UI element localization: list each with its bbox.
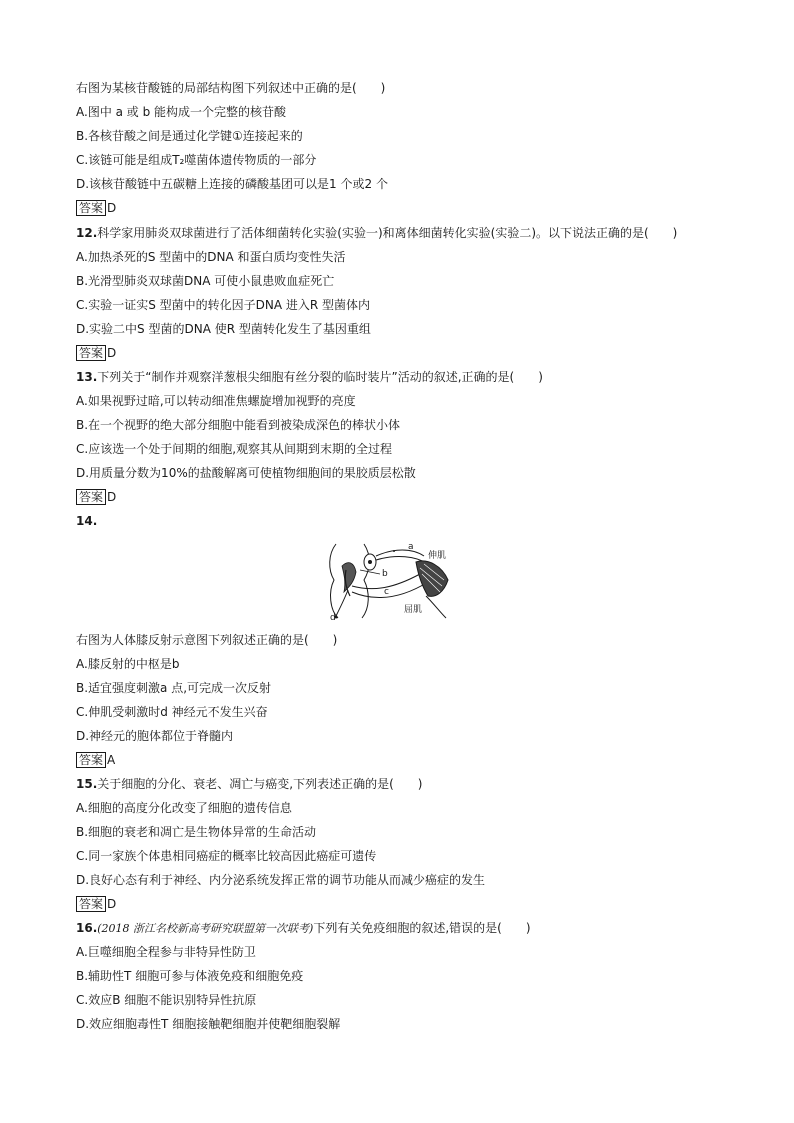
q14-stem: 右图为人体膝反射示意图下列叙述正确的是( ) (76, 633, 338, 647)
q13-stem-line (76, 369, 543, 385)
q16-stem-line (76, 920, 531, 937)
spinal-cord-outline (330, 544, 338, 618)
q15-option-c: C.同一家族个体患相同癌症的概率比较高因此癌症可遗传 (76, 849, 377, 863)
afferent-nerve (376, 550, 424, 556)
point-a-dot (393, 550, 395, 552)
label-a: a (408, 542, 414, 552)
ganglion-cell-body (368, 560, 372, 564)
label-c: c (384, 587, 389, 597)
q15-stem: 关于细胞的分化、衰老、凋亡与癌变,下列表述正确的是( ) (97, 777, 423, 791)
q12-stem: 科学家用肺炎双球菌进行了活体细菌转化实验(实验一)和离体细菌转化实验(实验二)。以下说法正确的是( ) (97, 226, 678, 240)
label-d: d (330, 613, 336, 622)
q11-stem: 右图为某核苷酸链的局部结构图下列叙述中正确的是( ) (76, 81, 386, 95)
q15-option-a: A.细胞的高度分化改变了细胞的遗传信息 (76, 801, 292, 815)
q15-number: 15. (76, 777, 98, 791)
q13-answer-value: D (107, 490, 117, 504)
answer-label-box: 答案 (76, 345, 106, 361)
flexor-muscle (426, 596, 446, 618)
label-extensor: 伸肌 (428, 551, 447, 561)
q11-answer (76, 200, 116, 216)
q13-option-a: A.如果视野过暗,可以转动细准焦螺旋增加视野的亮度 (76, 394, 356, 408)
efferent-nerve-flexor (352, 582, 428, 597)
q14-number (76, 513, 97, 529)
q13-number: 13. (76, 370, 98, 384)
q16-source: (2018 浙江名校新高考研究联盟第一次联考) (97, 922, 314, 935)
answer-label-box: 答案 (76, 752, 106, 768)
q13-answer (76, 489, 116, 505)
q11-option-c: C.该链可能是组成T₂噬菌体遗传物质的一部分 (76, 153, 317, 167)
answer-label-box: 答案 (76, 896, 106, 912)
answer-label-box: 答案 (76, 489, 106, 505)
label-flexor: 屈肌 (404, 605, 423, 615)
q14-option-b: B.适宜强度刺激a 点,可完成一次反射 (76, 681, 272, 695)
q14-number-text: 14. (76, 514, 98, 528)
q16-option-c: C.效应B 细胞不能识别特异性抗原 (76, 993, 257, 1007)
q14-answer-value: A (107, 753, 116, 767)
q14-option-a: A.膝反射的中枢是b (76, 657, 180, 671)
q15-option-b: B.细胞的衰老和凋亡是生物体异常的生命活动 (76, 825, 317, 839)
q11-answer-value: D (107, 201, 117, 215)
q13-option-c: C.应该选一个处于间期的细胞,观察其从间期到末期的全过程 (76, 442, 393, 456)
q12-option-c: C.实验一证实S 型菌中的转化因子DNA 进入R 型菌体内 (76, 298, 371, 312)
label-b: b (382, 569, 388, 579)
q11-option-b: B.各核苷酸之间是通过化学键①连接起来的 (76, 129, 303, 143)
grey-matter (342, 563, 356, 592)
q16-stem: 下列有关免疫细胞的叙述,错误的是( ) (313, 921, 531, 935)
q16-option-a: A.巨噬细胞全程参与非特异性防卫 (76, 945, 256, 959)
answer-label-box: 答案 (76, 200, 106, 216)
q12-option-b: B.光滑型肺炎双球菌DNA 可使小鼠患败血症死亡 (76, 274, 335, 288)
d-neuron (336, 590, 348, 616)
q11-option-d: D.该核苷酸链中五碳糖上连接的磷酸基团可以是1 个或2 个 (76, 177, 388, 191)
q13-option-d: D.用质量分数为10%的盐酸解离可使植物细胞间的果胶质层松散 (76, 466, 416, 480)
q14-option-d: D.神经元的胞体都位于脊髓内 (76, 729, 234, 743)
knee-reflex-diagram (324, 540, 452, 622)
q15-option-d: D.良好心态有利于神经、内分泌系统发挥正常的调节功能从而减少癌症的发生 (76, 873, 486, 887)
q12-option-a: A.加热杀死的S 型菌中的DNA 和蛋白质均变性失活 (76, 250, 346, 264)
q16-option-b: B.辅助性T 细胞可参与体液免疫和细胞免疫 (76, 969, 304, 983)
q12-answer (76, 345, 116, 361)
q12-answer-value: D (107, 346, 117, 360)
q15-stem-line (76, 776, 422, 792)
b-pointer (360, 570, 380, 574)
q14-option-c: C.伸肌受刺激时d 神经元不发生兴奋 (76, 705, 268, 719)
q12-option-d: D.实验二中S 型菌的DNA 使R 型菌转化发生了基因重组 (76, 322, 371, 336)
q16-number: 16. (76, 921, 98, 935)
q11-option-a: A.图中 a 或 b 能构成一个完整的核苷酸 (76, 105, 287, 119)
q13-option-b: B.在一个视野的绝大部分细胞中能看到被染成深色的棒状小体 (76, 418, 401, 432)
q15-answer (76, 896, 116, 912)
q12-number: 12. (76, 226, 98, 240)
q12-stem-line (76, 225, 677, 241)
q16-option-d: D.效应细胞毒性T 细胞接触靶细胞并使靶细胞裂解 (76, 1017, 341, 1031)
q13-stem: 下列关于“制作并观察洋葱根尖细胞有丝分裂的临时装片”活动的叙述,正确的是( ) (97, 370, 543, 384)
q14-answer (76, 752, 115, 768)
extensor-muscle (416, 561, 448, 596)
q15-answer-value: D (107, 897, 117, 911)
